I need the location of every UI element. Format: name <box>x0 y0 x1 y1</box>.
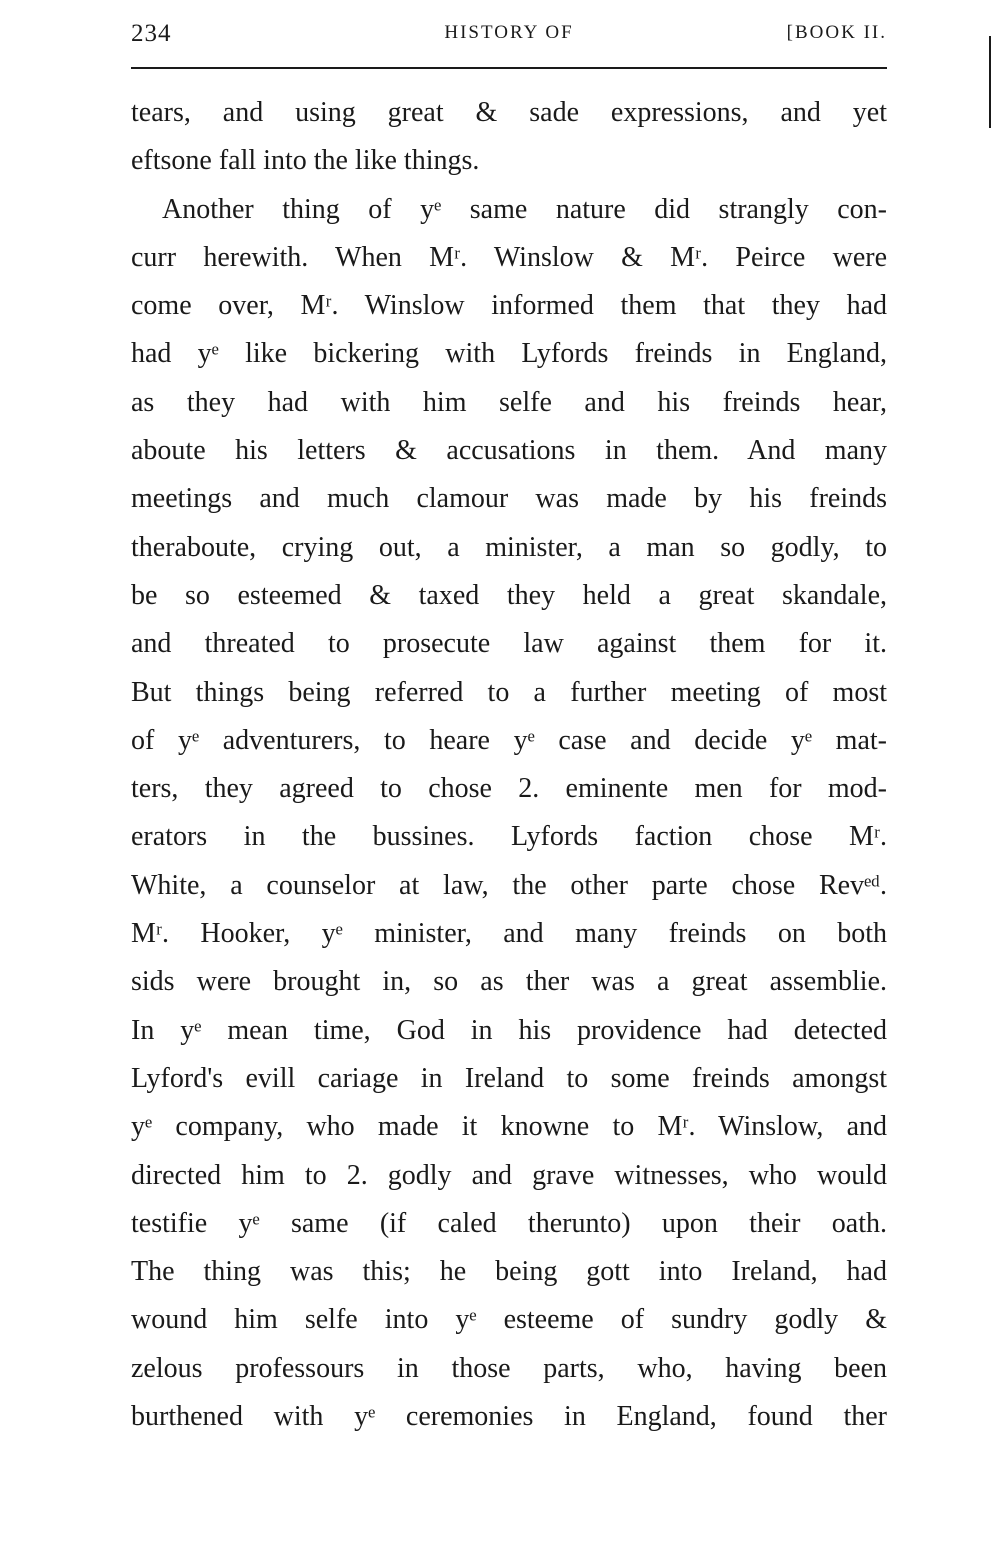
page-header <box>131 16 887 56</box>
text-line: come over, Mʳ. Winslow informed them that they had <box>131 290 887 322</box>
header-rule <box>131 67 887 69</box>
page-number: 234 <box>131 20 172 47</box>
text-line: ters, they agreed to chose 2. eminente men for mod- <box>131 773 887 805</box>
text-line: testifie yᵉ same (if caled therunto) upon their oath. <box>131 1207 887 1239</box>
text-line: be so esteemed & taxed they held a great skandale, <box>131 579 887 611</box>
running-title: HISTORY OF <box>444 22 574 43</box>
text-line: aboute his letters & accusations in them. And many <box>131 435 887 467</box>
body-text <box>131 89 887 1441</box>
text-line: curr herewith. When Mʳ. Winslow & Mʳ. Peirce were <box>131 241 887 273</box>
text-line: burthened with yᵉ ceremonies in England, found ther <box>131 1401 887 1433</box>
text-line: had yᵉ like bickering with Lyfords freinds in England, <box>131 338 887 370</box>
text-line: White, a counselor at law, the other parte chose Revᵉᵈ. <box>131 869 887 901</box>
text-line: But things being referred to a further meeting of most <box>131 676 887 708</box>
text-line: theraboute, crying out, a minister, a man so godly, to <box>131 531 887 563</box>
text-line: zelous professours in those parts, who, having been <box>131 1352 887 1384</box>
text-line: tears, and using great & sade expressions, and yet <box>131 97 887 128</box>
text-line: wound him selfe into yᵉ esteeme of sundry godly & <box>131 1304 887 1336</box>
text-line: Another thing of yᵉ same nature did strangly con- <box>162 193 887 225</box>
text-line: and threated to prosecute law against them for it. <box>131 628 887 660</box>
book-label: [BOOK II. <box>786 22 887 43</box>
text-line: Mʳ. Hooker, yᵉ minister, and many freinds on both <box>131 918 887 950</box>
text-line: directed him to 2. godly and grave witnesses, who would <box>131 1159 887 1191</box>
text-line: as they had with him selfe and his freinds hear, <box>131 386 887 418</box>
text-line: eftsone fall into the like things. <box>131 145 480 177</box>
text-line: The thing was this; he being gott into Ireland, had <box>131 1256 887 1288</box>
text-line: In yᵉ mean time, God in his providence had detected <box>131 1014 887 1046</box>
text-line: sids were brought in, so as ther was a great assemblie. <box>131 966 887 998</box>
text-line: meetings and much clamour was made by his freinds <box>131 483 887 515</box>
text-line: erators in the bussines. Lyfords faction chose Mʳ. <box>131 821 887 853</box>
text-line: of yᵉ adventurers, to heare yᵉ case and decide yᵉ mat- <box>131 724 887 756</box>
text-line: yᵉ company, who made it knowne to Mʳ. Winslow, and <box>131 1111 887 1143</box>
text-line: Lyford's evill cariage in Ireland to some freinds amongst <box>131 1062 887 1094</box>
page-edge-mark <box>989 36 991 128</box>
